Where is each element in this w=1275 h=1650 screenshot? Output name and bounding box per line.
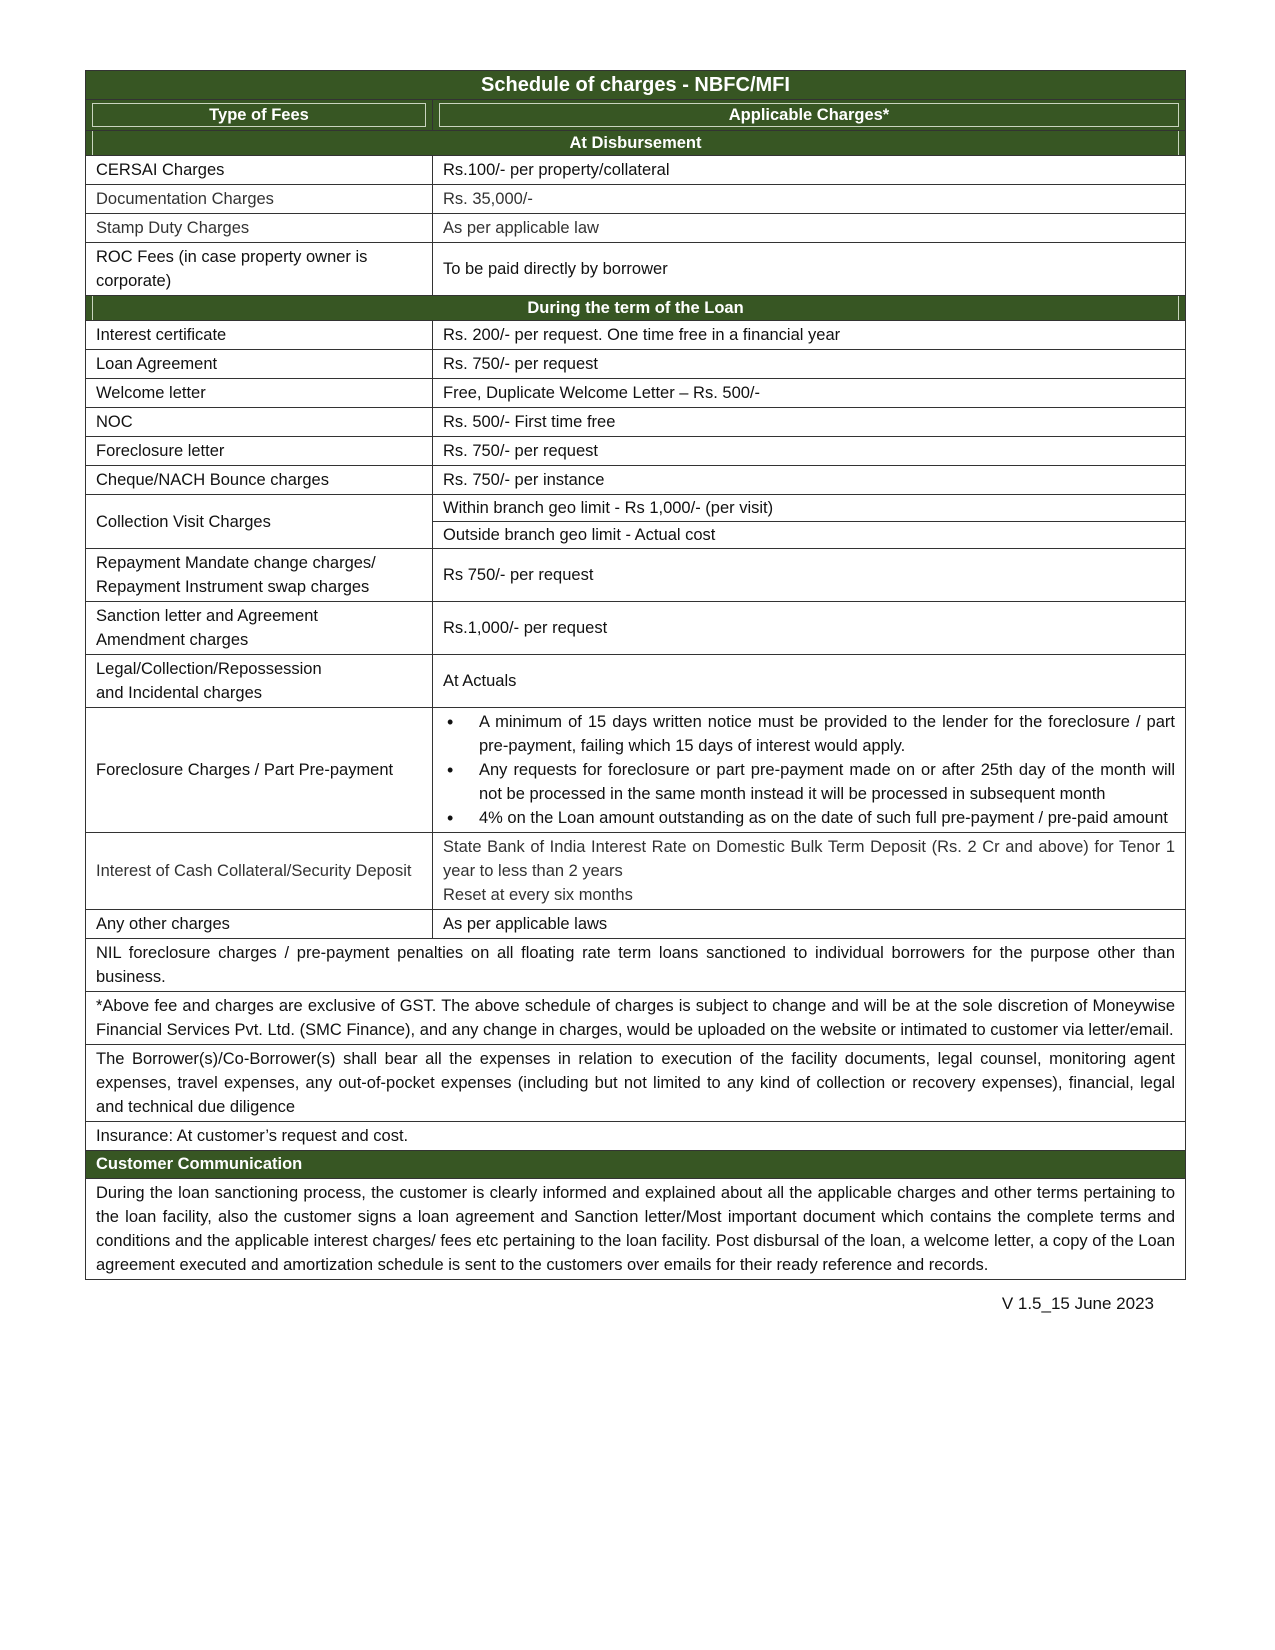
fee-name-line: and Incidental charges [96, 684, 263, 702]
bullet-item: • 4% on the Loan amount outstanding as on the date of such full pre-payment / pre-paid amount [443, 806, 1175, 830]
table-row [86, 602, 1186, 655]
table-row [86, 156, 1186, 185]
fee-charge [433, 708, 1186, 833]
table-row [86, 350, 1186, 379]
header-applicable-charges: Applicable Charges* [439, 103, 1179, 127]
fee-name: Documentation Charges [86, 185, 433, 214]
note-nil-foreclosure: NIL foreclosure charges / pre-payment penalties on all floating rate term loans sanctioned to individual borrowers for the purpose other than business. [86, 939, 1186, 992]
fee-charge [433, 833, 1186, 910]
fee-charge: At Actuals [433, 655, 1186, 708]
section-customer-communication: Customer Communication [86, 1151, 1186, 1179]
foreclosure-bullet-list [443, 710, 1175, 830]
header-row [86, 100, 1186, 131]
bullet-item: • A minimum of 15 days written notice must be provided to the lender for the foreclosure / part pre-payment, failing which 15 days of interest would apply. [443, 710, 1175, 758]
fee-name-line: Repayment Mandate change charges/ [96, 554, 376, 572]
table-row [86, 466, 1186, 495]
fee-charge: To be paid directly by borrower [433, 243, 1186, 296]
note-gst-disclaimer: *Above fee and charges are exclusive of GST. The above schedule of charges is subject to change and will be at the sole discretion of Moneywise Financial Services Pvt. Ltd. (SMC Finance), and any change in charges, would be uploaded on the website or intimated to customer via letter/email. [86, 992, 1186, 1045]
note-row [86, 992, 1186, 1045]
document-title: Schedule of charges - NBFC/MFI [86, 71, 1186, 100]
fee-name: Stamp Duty Charges [86, 214, 433, 243]
fee-name [86, 602, 433, 655]
table-row [86, 708, 1186, 833]
table-row [86, 408, 1186, 437]
table-row [86, 495, 1186, 549]
table-row [86, 185, 1186, 214]
note-row [86, 1122, 1186, 1151]
fee-name: Loan Agreement [86, 350, 433, 379]
fee-charge: Free, Duplicate Welcome Letter – Rs. 500/- [433, 379, 1186, 408]
table-row [86, 833, 1186, 910]
fee-name: ROC Fees (in case property owner is corporate) [86, 243, 433, 296]
fee-charge: Rs. 200/- per request. One time free in a financial year [433, 321, 1186, 350]
table-row [86, 379, 1186, 408]
section-row [86, 1151, 1186, 1179]
note-row [86, 1179, 1186, 1280]
fee-name: Any other charges [86, 910, 433, 939]
note-row [86, 939, 1186, 992]
fee-name [86, 549, 433, 602]
fee-name: Interest certificate [86, 321, 433, 350]
charges-table [85, 70, 1186, 1280]
fee-name-line: Sanction letter and Agreement [96, 607, 318, 625]
fee-charge: Rs. 35,000/- [433, 185, 1186, 214]
section-row [86, 296, 1186, 321]
section-during-term: During the term of the Loan [92, 296, 1179, 320]
fee-charge [433, 495, 1186, 549]
fee-name: Foreclosure Charges / Part Pre-payment [86, 708, 433, 833]
note-borrower-expenses: The Borrower(s)/Co-Borrower(s) shall bear all the expenses in relation to execution of the facility documents, legal counsel, monitoring agent expenses, travel expenses, any out-of-pocket expenses (including but not limited to any kind of collection or recovery expenses), financial, legal and technical due diligence [86, 1045, 1186, 1122]
note-row [86, 1045, 1186, 1122]
fee-name-line: Repayment Instrument swap charges [96, 578, 370, 596]
cash-collateral-reset: Reset at every six months [443, 886, 633, 904]
collection-outside-limit: Outside branch geo limit - Actual cost [433, 521, 1185, 548]
fee-name: Welcome letter [86, 379, 433, 408]
fee-charge: Rs. 750/- per request [433, 437, 1186, 466]
customer-communication-text: During the loan sanctioning process, the customer is clearly informed and explained about all the applicable charges and other terms pertaining to the loan facility, also the customer signs a loan agreement and Sanction letter/Most important document which contains the complete terms and conditions and the applicable interest charges/ fees etc pertaining to the loan facility. Post disbursal of the loan, a welcome letter, a copy of the Loan agreement executed and amortization schedule is sent to the customers over emails for their ready reference and records. [86, 1179, 1186, 1280]
cash-collateral-rate: State Bank of India Interest Rate on Domestic Bulk Term Deposit (Rs. 2 Cr and above) for Tenor 1 year to less than 2 years [443, 838, 1175, 880]
fee-charge: Rs 750/- per request [433, 549, 1186, 602]
header-type-of-fees: Type of Fees [92, 103, 426, 127]
fee-name: NOC [86, 408, 433, 437]
fee-name: Collection Visit Charges [86, 495, 433, 549]
table-row [86, 243, 1186, 296]
fee-charge: Rs. 500/- First time free [433, 408, 1186, 437]
fee-name: Interest of Cash Collateral/Security Deposit [86, 833, 433, 910]
table-row [86, 910, 1186, 939]
fee-charge: Rs. 750/- per instance [433, 466, 1186, 495]
section-row [86, 131, 1186, 156]
version-label: V 1.5_15 June 2023 [1001, 1294, 1154, 1313]
fee-name: Foreclosure letter [86, 437, 433, 466]
fee-name: CERSAI Charges [86, 156, 433, 185]
fee-charge: Rs.1,000/- per request [433, 602, 1186, 655]
fee-name-line: Legal/Collection/Repossession [96, 660, 322, 678]
fee-charge: Rs. 750/- per request [433, 350, 1186, 379]
note-insurance: Insurance: At customer’s request and cost. [86, 1122, 1186, 1151]
charges-schedule [85, 70, 1185, 1280]
fee-charge: Rs.100/- per property/collateral [433, 156, 1186, 185]
table-row [86, 214, 1186, 243]
table-row [86, 437, 1186, 466]
collection-within-limit: Within branch geo limit - Rs 1,000/- (per visit) [443, 499, 774, 517]
table-row [86, 655, 1186, 708]
fee-name-line: Amendment charges [96, 631, 249, 649]
table-row [86, 321, 1186, 350]
bullet-item: • Any requests for foreclosure or part pre-payment made on or after 25th day of the month will not be processed in the same month instead it will be processed in subsequent month [443, 758, 1175, 806]
fee-name: Cheque/NACH Bounce charges [86, 466, 433, 495]
section-at-disbursement: At Disbursement [92, 131, 1179, 155]
table-row [86, 549, 1186, 602]
title-row [86, 71, 1186, 100]
fee-name [86, 655, 433, 708]
fee-charge: As per applicable laws [433, 910, 1186, 939]
fee-charge: As per applicable law [433, 214, 1186, 243]
